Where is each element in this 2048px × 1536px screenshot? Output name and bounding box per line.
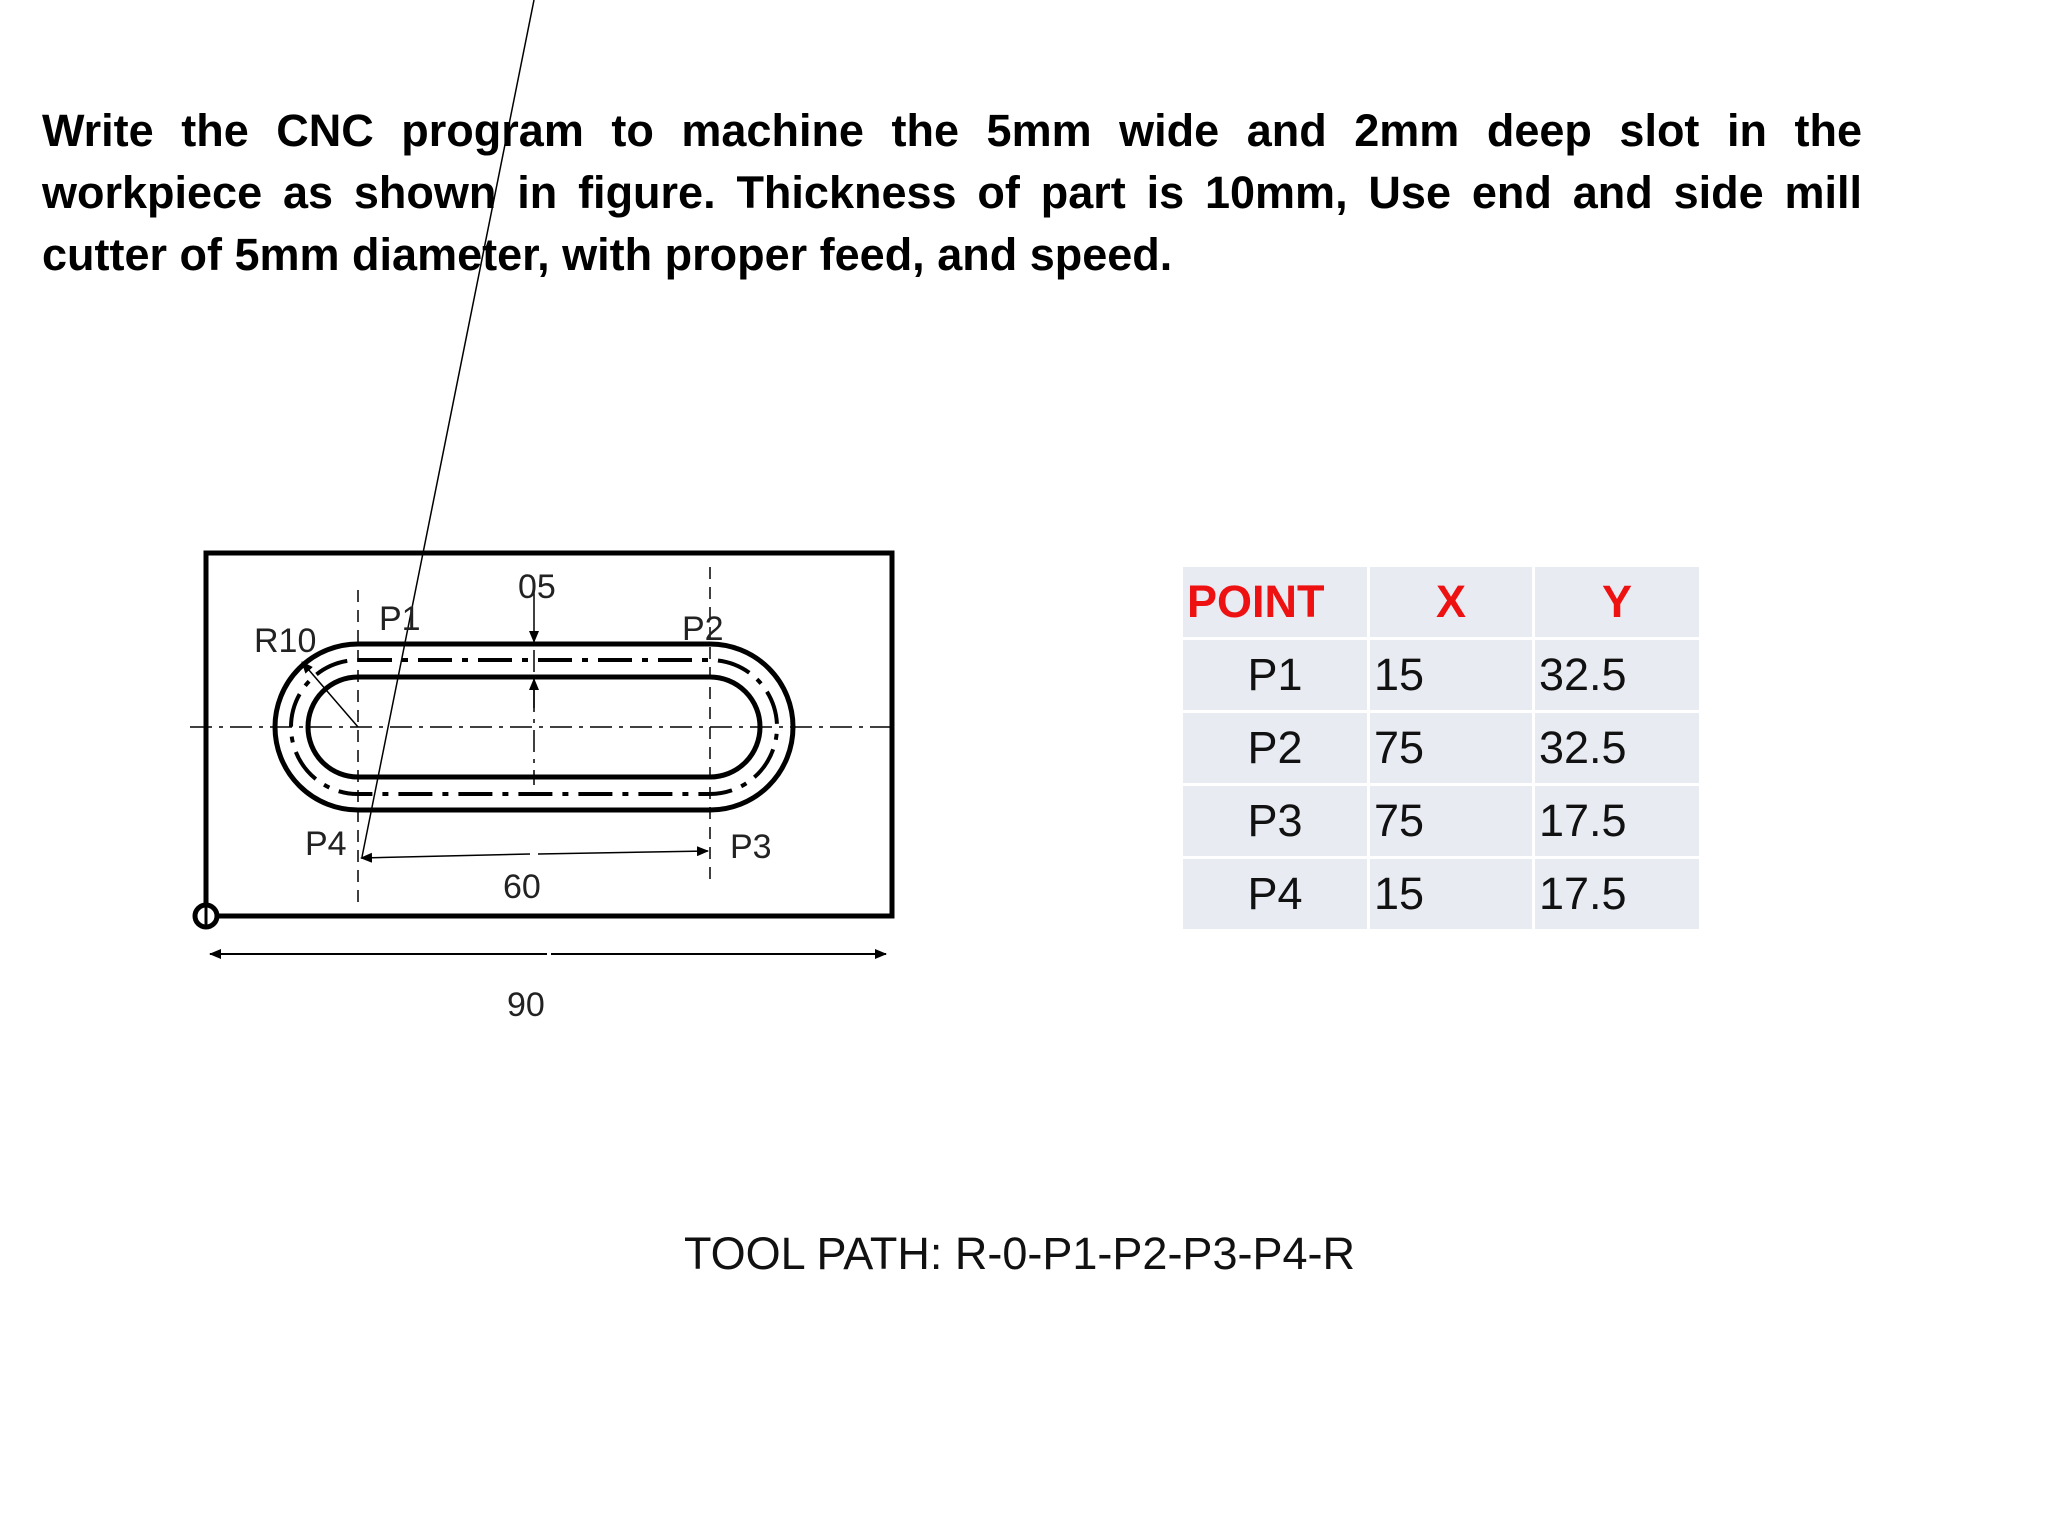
label-p3: P3	[730, 828, 772, 866]
table-row	[1183, 713, 1699, 783]
header-point: POINT	[1183, 567, 1367, 637]
tool-path-text: TOOL PATH: R-0-P1-P2-P3-P4-R	[684, 1228, 1355, 1279]
label-05: 05	[518, 568, 556, 606]
dim-60-line-r	[538, 851, 708, 854]
cell-y: 17.5	[1535, 786, 1699, 856]
label-90: 90	[507, 986, 545, 1024]
cell-x: 75	[1370, 713, 1532, 783]
dim-60-line-l	[361, 854, 530, 858]
cell-x: 15	[1370, 859, 1532, 929]
question-text: Write the CNC program to machine the 5mm wide and 2mm deep slot in the workpiece as shown in figure. Thickness of part is 10mm, Use end and side mill cutter of 5mm diameter, with proper feed, and speed.	[42, 105, 1862, 280]
cell-y: 32.5	[1535, 713, 1699, 783]
table-row	[1183, 786, 1699, 856]
coordinates-table	[1180, 564, 1702, 932]
table-row	[1183, 859, 1699, 929]
origin-icon	[195, 905, 217, 927]
label-p2: P2	[682, 610, 724, 648]
cell-point: P3	[1183, 786, 1367, 856]
table-header-row	[1183, 567, 1699, 637]
cell-point: P2	[1183, 713, 1367, 783]
label-60: 60	[503, 868, 541, 906]
cell-point: P1	[1183, 640, 1367, 710]
cell-point: P4	[1183, 859, 1367, 929]
label-p4: P4	[305, 825, 347, 863]
header-y: Y	[1535, 567, 1699, 637]
table-row	[1183, 640, 1699, 710]
cell-x: 15	[1370, 640, 1532, 710]
cell-y: 32.5	[1535, 640, 1699, 710]
label-r10: R10	[254, 622, 317, 660]
header-x: X	[1370, 567, 1532, 637]
cell-x: 75	[1370, 786, 1532, 856]
label-p1: P1	[379, 600, 421, 638]
cell-y: 17.5	[1535, 859, 1699, 929]
dim-60-arrow-left	[362, 0, 534, 857]
